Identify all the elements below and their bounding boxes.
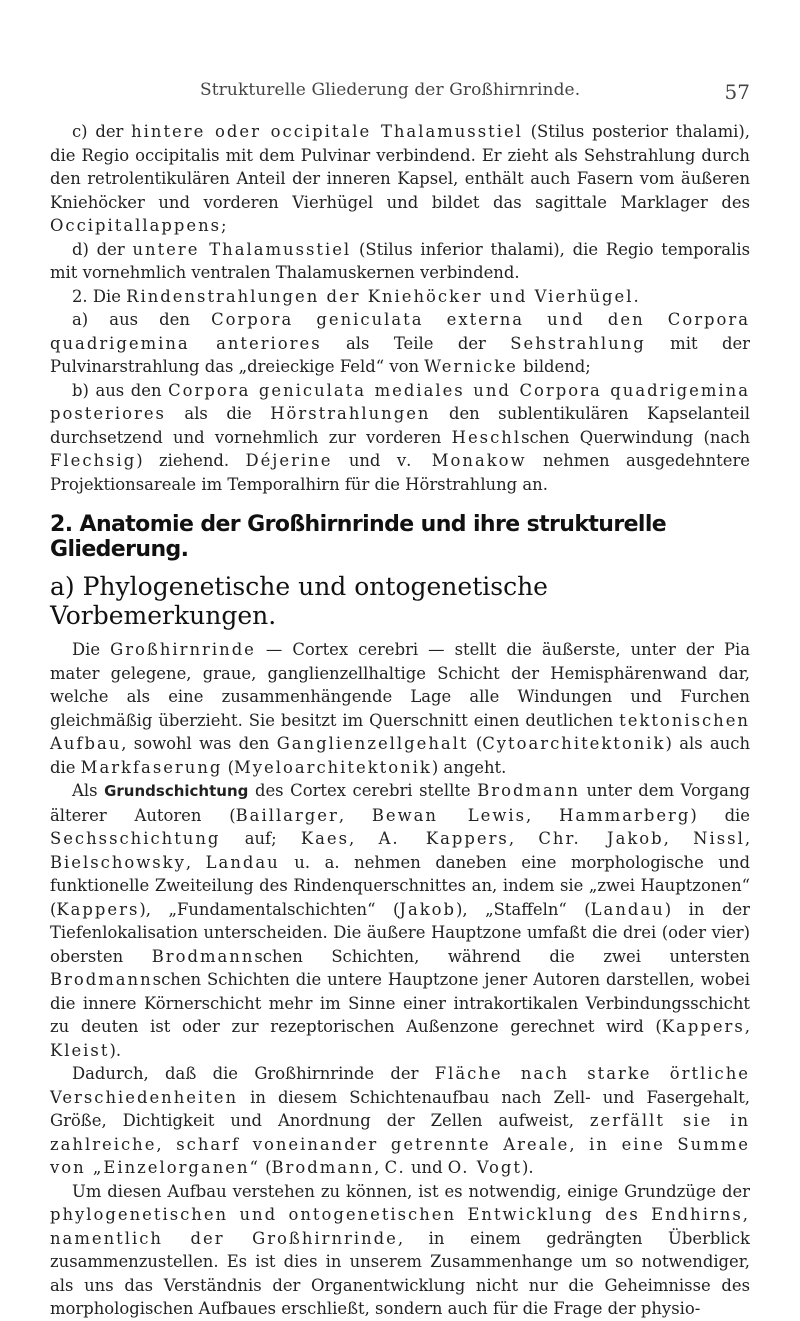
spaced-text: Jakob	[399, 899, 457, 919]
spaced-text: Corpora geniculata mediales und Corpora quadrigemina posteriores	[50, 380, 750, 423]
spaced-text: Hammarberg	[559, 805, 691, 825]
text-run: ), „Staffeln“ (	[456, 899, 591, 919]
text-run: schen Schichten die untere Hauptzone jener Autoren darstellen, wobei die innere Körnerschicht mehr im Sinne einer intrakortikalen Verbindungsschicht zu deuten ist oder zur rezeptorischen Außenzone gerechnet wird (	[50, 970, 750, 1036]
spaced-text: Cytoarchitektonik	[482, 734, 666, 753]
spaced-text: Kleist	[50, 1040, 110, 1060]
text-run: d) der	[72, 239, 133, 259]
text-run: (Stilus posterior thalami), die Regio occipitalis mit dem Pulvinar verbindend. Er zieht als Sehstrahlung durch den retrolentikulären Anteil der inneren Kapsel, enthält auch Fasern vom äußeren Kniehöcker und vorderen Vierhügel und bildet das sagittale Marklager des	[50, 122, 750, 212]
text-run: schen Querwindung (nach	[521, 427, 750, 447]
text-run: bildend;	[517, 357, 591, 376]
spaced-text: tektonischen Aufbau	[50, 710, 750, 753]
spaced-text: Occipitallappens	[50, 216, 222, 235]
intro-paragraphs	[50, 120, 750, 496]
text-run: ), „Fundamentalschichten“ (	[139, 899, 400, 919]
text-run: b) aus den	[72, 380, 169, 400]
text-run: u. a. nehmen daneben eine morphologische und funktionelle Zweiteilung des Rindenquerschnittes an, indem sie „zwei Hauptzonen“ (	[50, 852, 750, 919]
text-run: ,	[744, 1017, 750, 1036]
text-run: , sowohl was den	[121, 734, 277, 753]
spaced-text: phylogenetischen und ontogenetischen Entwicklung des Endhirns, namentlich der Großhirnrinde	[50, 1205, 750, 1248]
spaced-text: Landau	[205, 852, 280, 872]
paragraph	[50, 285, 750, 309]
spaced-text: Großhirnrinde	[110, 640, 256, 659]
paragraph	[50, 120, 750, 238]
text-run: des Cortex cerebri stellte	[248, 781, 478, 800]
running-title: Strukturelle Gliederung der Großhirnrinde.	[200, 80, 581, 100]
spaced-text: Ganglienzellgehalt	[276, 734, 469, 753]
spaced-text: Heschl	[451, 427, 522, 447]
spaced-text: C.	[384, 1158, 406, 1177]
text-run: ,	[185, 852, 206, 872]
spaced-text: Bielschowsky	[50, 852, 186, 872]
text-run: nehmen ausgedehntere Projektionsareale im Temporalhirn für die Hörstrahlung an.	[50, 451, 751, 494]
text-run: ) als auch die	[50, 734, 750, 777]
spaced-text: Corpora geniculata externa und den Corpora quadrigemina anteriores	[50, 310, 750, 353]
spaced-text: Rindenstrahlungen der Kniehöcker und Vierhügel	[126, 286, 634, 306]
text-run: ,	[338, 805, 372, 825]
bold-text: Grundschichtung	[104, 782, 249, 800]
text-run: ) in der Tiefenlokalisation unterscheiden. Die äußere Hauptzone umfaßt die drei (oder vier) obersten	[50, 899, 750, 966]
text-run: (Stilus inferior thalami), die Regio temporalis mit vornehmlich ventralen Thalamuskernen verbindend.	[50, 239, 750, 282]
spaced-text: Kaes	[300, 829, 350, 848]
text-run: Dadurch, daß die Großhirnrinde der	[72, 1064, 435, 1083]
spaced-text: O. Vogt	[447, 1158, 522, 1177]
subsection-heading: a) Phylogenetische und ontogenetische Vorbemerkungen.	[50, 572, 548, 630]
paragraph	[50, 638, 750, 779]
book-page	[50, 0, 750, 1321]
paragraph	[50, 1062, 750, 1180]
spaced-text: Brodmann	[271, 1158, 375, 1177]
text-run: — Cortex cerebri — stellt die äußerste, unter der Pia mater gelegene, graue, ganglienzellhaltige Schicht der Hemisphärenwand dar, welche als eine zusammenhängende Lage alle Windungen und Furchen gleichmäßig überzieht. Sie besitzt im Querschnitt einen deutlichen	[50, 640, 750, 730]
spaced-text: Hörstrahlungen	[270, 404, 431, 423]
spaced-text: Sehstrahlung	[510, 333, 646, 353]
spaced-text: hintere oder occipitale Thalamusstiel	[131, 122, 523, 141]
text-run: Die	[72, 640, 111, 659]
text-run: (	[468, 734, 483, 753]
text-run: ).	[521, 1158, 534, 1177]
spaced-text: v. Monakow	[396, 451, 527, 470]
text-run: , in einem gedrängten Überblick zusammenzustellen. Es ist dies in unserem Zusammenhange um so notwendiger, als uns das Verständnis der Organentwicklung nicht nur die Geheimnisse des morphologischen Aufbaues erschließt, sondern auch für die Frage der physio-	[50, 1228, 750, 1318]
text-run: schen Schichten, während die zwei untersten	[254, 946, 750, 966]
spaced-text: Kappers	[661, 1017, 745, 1036]
paragraph	[50, 379, 750, 497]
spaced-text: Nissl	[693, 829, 745, 848]
spaced-text: Landau	[590, 899, 665, 919]
page-number: 57	[724, 80, 750, 104]
text-run: ,	[508, 829, 539, 848]
text-run: ,	[744, 829, 751, 848]
text-run: den sublentikulären Kapselanteil durchsetzend und vornehmlich zur vorderen	[50, 404, 750, 447]
spaced-text: Brodmann	[50, 970, 153, 989]
text-run: (	[222, 757, 234, 777]
spaced-text: Chr. Jakob	[538, 829, 664, 848]
text-run: in diesem Schichtenaufbau nach Zell- und Fasergehalt, Größe, Dichtigkeit und Anordnung der Zellen aufweist,	[50, 1087, 750, 1130]
spaced-text: Baillarger	[235, 805, 339, 825]
spaced-text: A. Kappers	[378, 829, 509, 848]
text-run: Um diesen Aufbau verstehen zu können, ist es notwendig, einige Grundzüge der	[72, 1181, 750, 1201]
spaced-text: Fläche nach starke örtliche Verschiedenheiten	[50, 1064, 750, 1107]
spaced-text: Brodmann	[477, 781, 580, 800]
text-run: unter dem Vorgang älterer Autoren (	[50, 781, 750, 825]
running-header	[50, 80, 750, 120]
text-run: ) angeht.	[431, 757, 507, 777]
spaced-text: zerfällt sie in zahlreiche, scharf voneinander getrennte Areale, in eine Summe von „Einzelorganen“	[50, 1111, 751, 1177]
spaced-text: Myeloarchitektonik	[233, 757, 432, 777]
text-run: auf;	[220, 829, 301, 848]
text-run: ) ziehend.	[136, 451, 246, 470]
text-run: ) die	[690, 805, 750, 825]
text-run: ;	[221, 216, 227, 235]
spaced-text: Déjerine	[245, 451, 333, 470]
spaced-text: untere Thalamusstiel	[132, 239, 352, 259]
spaced-text: Brodmann	[151, 946, 255, 966]
text-run: ,	[374, 1158, 385, 1177]
text-run: und	[332, 451, 397, 470]
body-paragraphs	[50, 638, 750, 1321]
section-heading: 2. Anatomie der Großhirnrinde und ihre strukturelle Gliederung.	[50, 512, 667, 562]
spaced-text: Wernicke	[424, 357, 518, 376]
text-run: und	[405, 1158, 448, 1177]
paragraph	[50, 779, 750, 1062]
text-run: mit der Pulvinarstrahlung das „dreieckige Feld“ von	[50, 333, 750, 376]
text-run: Als	[72, 781, 105, 800]
text-run: .	[633, 286, 639, 306]
text-run: ,	[526, 805, 560, 825]
spaced-text: Kappers	[56, 899, 140, 919]
text-run: a) aus den	[72, 310, 212, 329]
spaced-text: Bewan Lewis	[371, 805, 527, 825]
text-run: ,	[349, 829, 379, 848]
text-run: (	[259, 1158, 272, 1177]
text-run: ,	[663, 829, 694, 848]
paragraph	[50, 238, 750, 285]
text-run: ).	[109, 1040, 122, 1060]
text-run: c) der	[72, 122, 132, 141]
text-run: als die	[165, 404, 271, 423]
spaced-text: Sechsschichtung	[50, 829, 221, 848]
spaced-text: Flechsig	[50, 451, 137, 470]
paragraph	[50, 1180, 750, 1321]
text-run: 2. Die	[72, 286, 127, 306]
text-run: als Teile der	[321, 333, 511, 353]
spaced-text: Markfaserung	[80, 757, 223, 777]
paragraph	[50, 308, 750, 379]
